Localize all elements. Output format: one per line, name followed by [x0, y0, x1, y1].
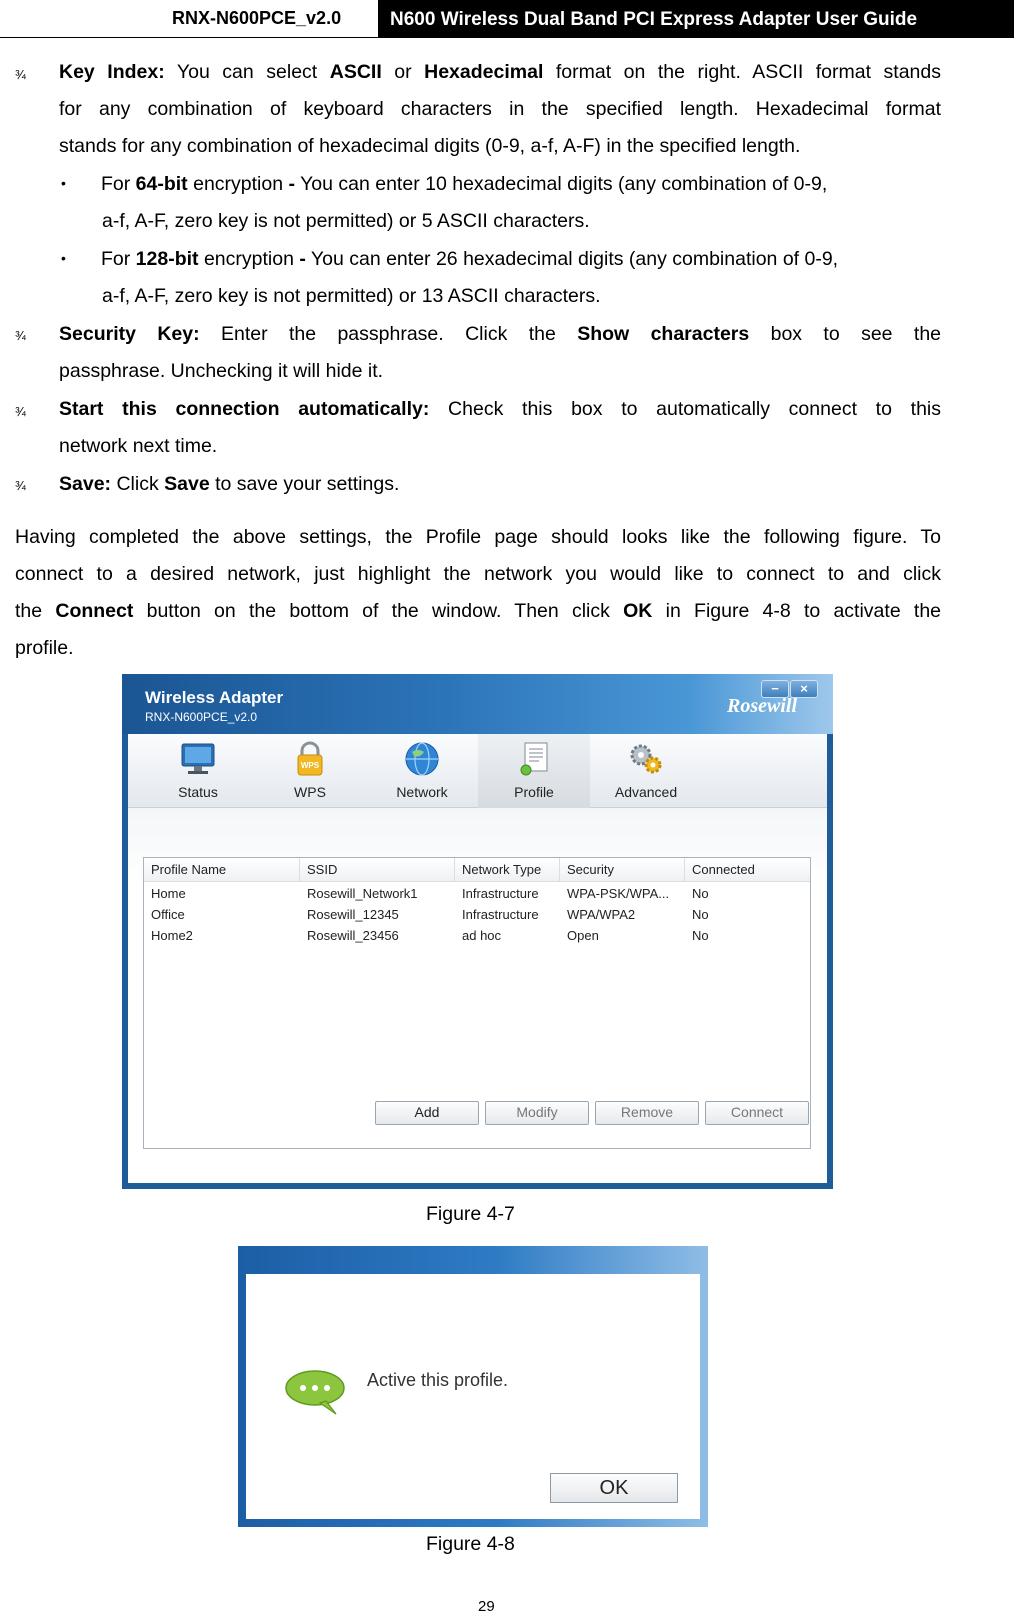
key-64bit-line2: a-f, A-F, zero key is not permitted) or 5 ASCII characters. — [102, 210, 590, 232]
text-span: encryption — [198, 248, 300, 270]
security-key-line1 — [59, 316, 941, 354]
paragraph-line1: Having completed the above settings, the Profile page should looks like the following figure. To — [15, 526, 941, 548]
bullet-icon: ¾ — [15, 67, 26, 82]
column-divider — [299, 858, 300, 882]
tab-advanced[interactable] — [590, 734, 702, 808]
tab-wps-label: WPS — [294, 784, 326, 800]
tab-advanced-label: Advanced — [614, 784, 678, 800]
speech-bubble-icon — [284, 1367, 350, 1417]
text-span: Click — [111, 473, 165, 495]
monitor-icon — [178, 740, 218, 778]
tab-profile[interactable] — [478, 734, 590, 808]
profile-document-icon — [514, 740, 554, 778]
text-span: encryption — [187, 173, 289, 195]
security-key-label: Security Key: — [59, 323, 200, 345]
brand-text: Rosewill — [727, 695, 798, 717]
table-row[interactable] — [144, 884, 810, 905]
key-128bit-line2: a-f, A-F, zero key is not permitted) or 13 ASCII characters. — [102, 285, 601, 307]
dash: - — [299, 248, 306, 270]
show-characters-term: Show characters — [577, 323, 750, 345]
text-span: box to see the — [749, 323, 942, 345]
save-term: Save — [164, 473, 210, 495]
text-span: button on the bottom of the window. Then click — [133, 600, 624, 622]
bullet-icon: ¾ — [15, 478, 26, 493]
window-title: Wireless Adapter — [145, 688, 284, 707]
main-toolbar — [128, 734, 827, 808]
cell-profile-name: Home2 — [151, 928, 193, 943]
sub-bullet-icon: • — [61, 250, 66, 266]
cell-ssid: Rosewill_23456 — [307, 928, 399, 943]
cell-security: WPA-PSK/WPA... — [567, 886, 670, 901]
window-titlebar — [122, 674, 833, 734]
column-divider — [684, 858, 685, 882]
remove-button[interactable]: Remove — [595, 1101, 699, 1125]
key-index-line2: for any combination of keyboard characters in the specified length. Hexadecimal format — [59, 98, 941, 120]
close-button[interactable]: × — [790, 680, 818, 698]
tab-network[interactable] — [366, 734, 478, 808]
hexadecimal-term: Hexadecimal — [424, 61, 544, 83]
header-guide-title: N600 Wireless Dual Band PCI Express Adapter User Guide — [378, 0, 1014, 38]
tab-profile-label: Profile — [514, 784, 554, 800]
text-span: For — [101, 248, 136, 270]
save-label: Save: — [59, 473, 112, 495]
text-span: You can enter 10 hexadecimal digits (any combination of 0-9, — [295, 173, 828, 195]
ok-button[interactable]: OK — [550, 1473, 678, 1503]
wps-badge-text: WPS — [300, 761, 320, 770]
ascii-term: ASCII — [329, 61, 382, 83]
paragraph-line2: connect to a desired network, just highlight the network you would like to connect to and click — [15, 563, 941, 585]
col-connected[interactable]: Connected — [692, 862, 755, 877]
cell-network-type: ad hoc — [462, 928, 502, 943]
cell-security: WPA/WPA2 — [567, 907, 636, 922]
figure-4-7-caption: Figure 4-7 — [426, 1203, 515, 1225]
start-connection-line2: network next time. — [59, 435, 218, 457]
page-number: 29 — [478, 1598, 495, 1615]
paragraph-line3 — [15, 593, 941, 631]
cell-profile-name: Office — [151, 907, 185, 922]
window-subtitle: RNX-N600PCE_v2.0 — [145, 710, 258, 724]
paragraph-line4: profile. — [15, 637, 74, 659]
cell-connected: No — [692, 928, 709, 943]
table-header — [144, 858, 810, 882]
64bit-term: 64-bit — [135, 173, 188, 195]
dialog-message: Active this profile. — [367, 1370, 509, 1390]
text-span: Check this box to automatically connect to this — [429, 398, 941, 420]
cell-profile-name: Home — [151, 886, 186, 901]
table-row[interactable] — [144, 926, 810, 947]
rosewill-logo-icon — [725, 688, 801, 720]
cell-ssid: Rosewill_12345 — [307, 907, 399, 922]
text-span: You can select — [164, 61, 330, 83]
col-profile-name[interactable]: Profile Name — [151, 862, 227, 877]
table-row[interactable] — [144, 905, 810, 926]
header-model: RNX-N600PCE_v2.0 — [172, 8, 342, 28]
column-divider — [454, 858, 455, 882]
cell-ssid: Rosewill_Network1 — [307, 886, 418, 901]
start-connection-line1 — [59, 391, 941, 429]
col-ssid[interactable]: SSID — [307, 862, 338, 877]
ok-term: OK — [623, 600, 653, 622]
column-divider — [559, 858, 560, 882]
start-connection-label: Start this connection automatically: — [59, 398, 430, 420]
128bit-term: 128-bit — [135, 248, 199, 270]
col-security[interactable]: Security — [567, 862, 614, 877]
security-key-line2: passphrase. Unchecking it will hide it. — [59, 360, 384, 382]
save-line — [59, 466, 941, 504]
modify-button[interactable]: Modify — [485, 1101, 589, 1125]
cell-connected: No — [692, 907, 709, 922]
text-span: or — [381, 61, 425, 83]
figure-4-8-caption: Figure 4-8 — [426, 1533, 515, 1555]
key-64bit-line1 — [101, 166, 941, 204]
add-button[interactable]: Add — [375, 1101, 479, 1125]
bullet-icon: ¾ — [15, 404, 26, 419]
connect-button[interactable]: Connect — [705, 1101, 809, 1125]
key-128bit-line1 — [101, 241, 941, 279]
minimize-button[interactable]: − — [761, 680, 789, 698]
connect-term: Connect — [55, 600, 134, 622]
tab-wps[interactable] — [254, 734, 366, 808]
gears-icon — [626, 740, 666, 778]
cell-connected: No — [692, 886, 709, 901]
text-span: the — [15, 600, 56, 622]
globe-icon — [402, 740, 442, 778]
dash: - — [288, 173, 295, 195]
cell-network-type: Infrastructure — [462, 886, 539, 901]
cell-security: Open — [567, 928, 599, 943]
tab-network-label: Network — [396, 784, 448, 800]
text-span: Enter the passphrase. Click the — [199, 323, 578, 345]
text-span: You can enter 26 hexadecimal digits (any combination of 0-9, — [305, 248, 839, 270]
cell-network-type: Infrastructure — [462, 907, 539, 922]
profile-panel — [128, 808, 827, 1183]
sub-bullet-icon: • — [61, 175, 66, 191]
tab-status[interactable] — [142, 734, 254, 808]
col-network-type[interactable]: Network Type — [462, 862, 542, 877]
wireless-adapter-window — [122, 674, 833, 1189]
text-span: to save your settings. — [209, 473, 400, 495]
window-body — [128, 734, 827, 1183]
tab-status-label: Status — [178, 784, 218, 800]
key-index-line3: stands for any combination of hexadecimal digits (0-9, a-f, A-F) in the specified length. — [59, 135, 801, 157]
page-header — [0, 0, 1014, 38]
key-index-line1 — [59, 54, 941, 92]
text-span: format on the right. ASCII format stands — [543, 61, 941, 83]
activate-profile-dialog — [238, 1246, 708, 1527]
key-index-label: Key Index: — [59, 61, 165, 83]
text-span: For — [101, 173, 136, 195]
bullet-icon: ¾ — [15, 328, 26, 343]
wps-lock-icon — [290, 740, 330, 778]
text-span: in Figure 4-8 to activate the — [652, 600, 942, 622]
